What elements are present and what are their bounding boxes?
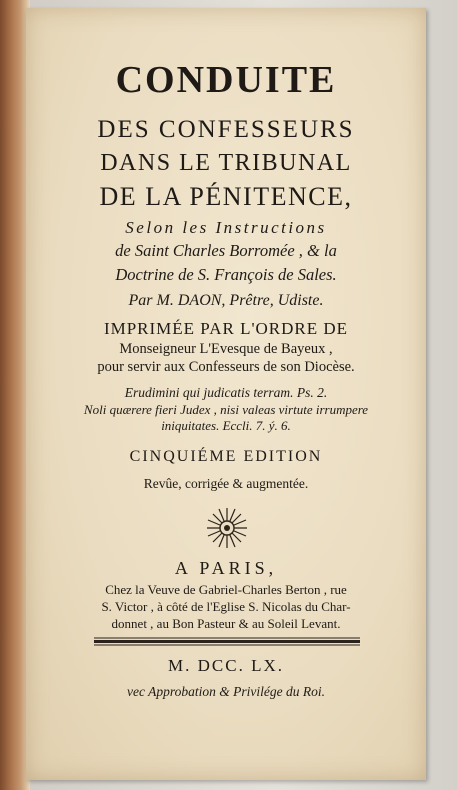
edition-note: Revûe, corrigée & augmentée. [143, 476, 309, 491]
imprimatur-line-1: IMPRIMÉE PAR L'ORDRE DE [103, 319, 349, 338]
imprimatur-line-3: pour servir aux Confesseurs de son Diocèse. [97, 359, 355, 375]
privilege-line: vec Approbation & Privilége du Roi. [127, 684, 325, 699]
imprint-line-3: donnet , au Bon Pasteur & au Soleil Levant. [111, 616, 341, 631]
subtitle-line-2: DANS LE TRIBUNAL [100, 150, 352, 176]
imprint-line-1: Chez la Veuve de Gabriel-Charles Berton , rue [105, 582, 347, 597]
author-line: Par M. DAON, Prêtre, Udiste. [128, 292, 324, 309]
imprint-line-2: S. Victor , à côté de l'Eglise S. Nicolas du Char- [101, 599, 351, 614]
decorative-rule [94, 636, 360, 646]
instructions-line-3: Doctrine de S. François de Sales. [115, 265, 337, 284]
instructions-line-2: de Saint Charles Borromée , & la [115, 241, 337, 260]
title-page [26, 8, 426, 780]
epigraph-line-1: Erudimini qui judicatis terram. Ps. 2. [124, 385, 328, 400]
book-title: CONDUITE [115, 59, 337, 101]
subtitle-line-3: DE LA PÉNITENCE, [99, 182, 353, 211]
instructions-line-1: Selon les Instructions [125, 218, 327, 237]
sun-ornament-icon [205, 506, 249, 550]
edition-label: CINQUIÉME EDITION [129, 448, 323, 465]
publication-year: M. DCC. LX. [168, 656, 284, 675]
subtitle-line-1: DES CONFESSEURS [97, 116, 355, 143]
epigraph-line-2: Noli quærere fieri Judex , nisi valeas virtute irrumpere [83, 402, 369, 417]
imprimatur-line-2: Monseigneur L'Evesque de Bayeux , [119, 341, 333, 357]
imprint-place: A PARIS, [174, 558, 278, 578]
epigraph-line-3: iniquitates. Eccli. 7. ý. 6. [161, 418, 291, 433]
